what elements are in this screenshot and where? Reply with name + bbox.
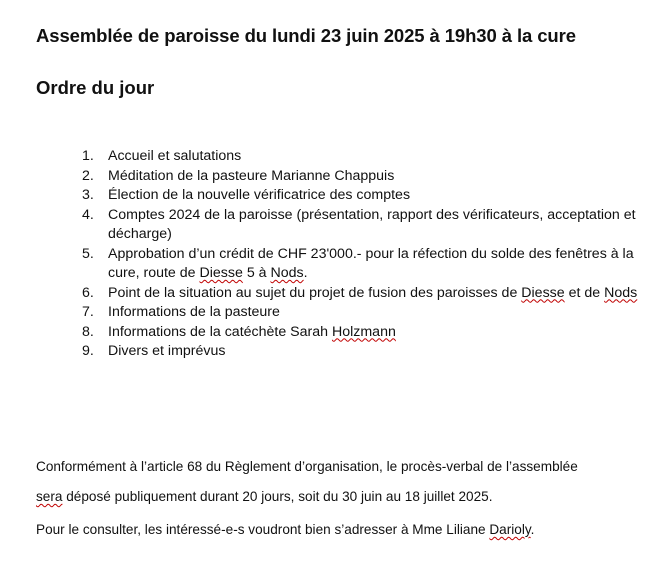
agenda-item — [82, 147, 647, 167]
agenda-item — [82, 167, 647, 187]
agenda-item-number: 5. — [82, 245, 94, 262]
agenda-item — [82, 342, 647, 362]
agenda-item-number: 8. — [82, 323, 94, 340]
agenda-item — [82, 284, 647, 304]
document-title: Assemblée de paroisse du lundi 23 juin 2025 à 19h30 à la cure — [36, 25, 576, 46]
spelling-flagged-word: Diesse — [521, 284, 565, 301]
agenda-item-text — [108, 303, 647, 323]
spelling-flagged-word: Nods — [604, 284, 638, 301]
spelling-flagged-word: Diesse — [199, 265, 243, 281]
agenda-item-text — [108, 147, 647, 167]
spelling-flagged-word: sera — [36, 489, 63, 504]
text-run: Divers et imprévus — [108, 343, 226, 359]
agenda-list — [82, 147, 647, 362]
agenda-item-number: 1. — [82, 148, 94, 164]
agenda-item-number: 6. — [82, 284, 94, 301]
text-run: Approbation d’un crédit de CHF 23'000.- pour la réfection du solde des fenêtres à la cure, route de — [108, 245, 634, 281]
text-run: Informations de la pasteure — [108, 304, 280, 320]
agenda-item-text — [108, 167, 647, 187]
agenda-item — [82, 186, 647, 206]
notice-paragraph-line-1 — [36, 458, 578, 476]
text-run: 5 à — [242, 265, 271, 281]
agenda-item-number: 9. — [82, 343, 94, 359]
text-run: Méditation de la pasteure Marianne Chappuis — [108, 167, 395, 184]
text-run: Conformément à l’article 68 du Règlement d’organisation, le procès-verbal de l’assemblée — [36, 459, 578, 474]
spelling-flagged-word: Holzmann — [331, 323, 396, 340]
agenda-item-text — [108, 342, 647, 362]
text-run: Informations de la catéchète Sarah — [108, 323, 332, 340]
text-run: . — [530, 522, 535, 537]
notice-paragraph-line-2 — [36, 488, 492, 506]
text-run: déposé publiquement durant 20 jours, soit du 30 juin au 18 juillet 2025. — [62, 489, 493, 504]
agenda-item-text — [108, 245, 647, 284]
text-run: Accueil et salutations — [108, 148, 242, 164]
agenda-item-number: 3. — [82, 187, 94, 203]
agenda-item — [82, 245, 647, 284]
agenda-item-number: 4. — [82, 206, 94, 223]
text-run: Comptes 2024 de la paroisse (présentation, rapport des vérificateurs, acceptation et décharge) — [108, 206, 636, 242]
agenda-item — [82, 303, 647, 323]
text-run: Élection de la nouvelle vérificatrice des comptes — [108, 187, 411, 203]
agenda-heading: Ordre du jour — [36, 77, 155, 98]
contact-paragraph — [36, 521, 534, 539]
spelling-flagged-word: Nods — [270, 265, 304, 281]
agenda-item-number: 2. — [82, 167, 94, 184]
spelling-flagged-word: Darioly — [489, 522, 531, 537]
agenda-item-text — [108, 206, 647, 245]
text-run: . — [303, 265, 308, 281]
text-run: Point de la situation au sujet du projet de fusion des paroisses de — [108, 284, 522, 301]
text-run: et de — [564, 284, 605, 301]
agenda-item-number: 7. — [82, 304, 94, 320]
agenda-item — [82, 323, 647, 343]
agenda-item-text — [108, 284, 647, 304]
agenda-item — [82, 206, 647, 245]
text-run: Pour le consulter, les intéressé-e-s voudront bien s’adresser à Mme Liliane — [36, 522, 490, 537]
agenda-item-text — [108, 186, 647, 206]
agenda-item-text — [108, 323, 647, 343]
